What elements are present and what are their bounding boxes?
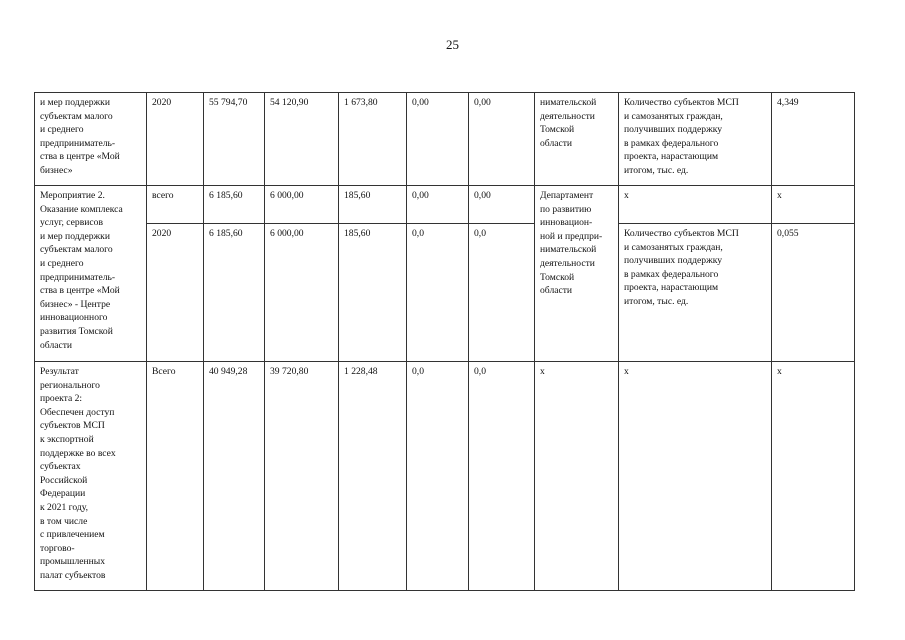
year-cell: 2020 [147, 224, 204, 362]
measure-name-cell: и мер поддержки субъектам малого и среднего предприниматель- ства в центре «Мой бизнес» [35, 93, 147, 186]
measures-table [34, 92, 855, 591]
year-cell: 2020 [147, 93, 204, 186]
indicator-value-cell: 0,055 [772, 224, 855, 362]
regional-budget-cell: 185,60 [339, 224, 407, 362]
federal-budget-cell: 6 000,00 [265, 186, 339, 224]
year-cell: Всего [147, 362, 204, 591]
federal-budget-cell: 54 120,90 [265, 93, 339, 186]
total-cell: 55 794,70 [204, 93, 265, 186]
federal-budget-cell: 39 720,80 [265, 362, 339, 591]
executor-cell: Департамент по развитию инновацион- ной и предпри- нимательской деятельности Томской области [535, 186, 619, 362]
local-budget-cell: 0,0 [407, 224, 469, 362]
indicator-cell: Количество субъектов МСП и самозанятых граждан, получивших поддержку в рамках федерального проекта, нарастающим итогом, тыс. ед. [619, 224, 772, 362]
measure-name-cell: Результат регионального проекта 2: Обеспечен доступ субъектов МСП к экспортной поддержке во всех субъектах Российской Федерации к 2021 году, в том числе с привлечением торгово- промышленных палат субъектов [35, 362, 147, 591]
total-cell: 6 185,60 [204, 186, 265, 224]
federal-budget-cell: 6 000,00 [265, 224, 339, 362]
measure-name-cell: Мероприятие 2. Оказание комплекса услуг, сервисов и мер поддержки субъектам малого и среднего предприниматель- ства в центре «Мой бизнес» - Центре инновационного развития Томской области [35, 186, 147, 362]
other-sources-cell: 0,0 [469, 224, 535, 362]
indicator-cell: x [619, 186, 772, 224]
regional-budget-cell: 1 673,80 [339, 93, 407, 186]
table-row [35, 93, 855, 186]
page-number: 25 [446, 37, 459, 52]
other-sources-cell: 0,00 [469, 93, 535, 186]
table-row [35, 362, 855, 591]
indicator-value-cell: x [772, 362, 855, 591]
other-sources-cell: 0,0 [469, 362, 535, 591]
total-cell: 40 949,28 [204, 362, 265, 591]
executor-cell: нимательской деятельности Томской области [535, 93, 619, 186]
local-budget-cell: 0,00 [407, 93, 469, 186]
local-budget-cell: 0,00 [407, 186, 469, 224]
indicator-cell: x [619, 362, 772, 591]
regional-budget-cell: 185,60 [339, 186, 407, 224]
indicator-value-cell: 4,349 [772, 93, 855, 186]
indicator-cell: Количество субъектов МСП и самозанятых граждан, получивших поддержку в рамках федерального проекта, нарастающим итогом, тыс. ед. [619, 93, 772, 186]
executor-cell: x [535, 362, 619, 591]
indicator-value-cell: x [772, 186, 855, 224]
table-row [35, 224, 855, 362]
total-cell: 6 185,60 [204, 224, 265, 362]
year-cell: всего [147, 186, 204, 224]
regional-budget-cell: 1 228,48 [339, 362, 407, 591]
other-sources-cell: 0,00 [469, 186, 535, 224]
table-row [35, 186, 855, 224]
local-budget-cell: 0,0 [407, 362, 469, 591]
